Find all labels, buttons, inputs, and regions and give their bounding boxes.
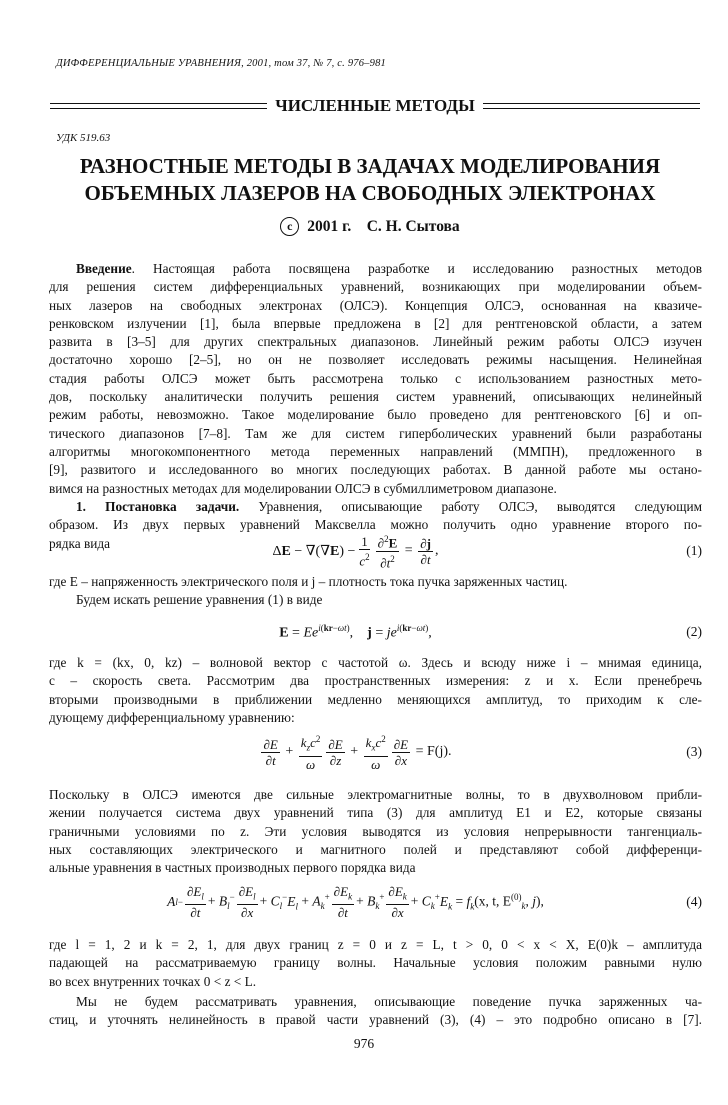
- after-eq3-line: граничными условиями по z. Эти условия выводятся из условия непрерывности тангенциаль-: [49, 823, 702, 839]
- intro-line: режим работы, невозможно. Такое моделирование было проведено для рентгеновского [6] и оп-: [49, 407, 702, 423]
- equation-3-number: (3): [686, 744, 702, 759]
- equation-3-rhs: = F(j).: [415, 744, 452, 759]
- intro-line: тического диапазонов [7–8]. Там же для систем гиперболических уравнений были разработаны: [49, 425, 702, 441]
- equation-2-number: (2): [686, 624, 702, 639]
- udc-code: УДК 519.63: [56, 132, 111, 144]
- section1-line: образом. Из двух первых уравнений Максвелла можно получить одно уравнение второго по-: [49, 517, 702, 533]
- section-rule-right: [483, 103, 700, 109]
- intro-line: Введение. Настоящая работа посвящена разработке и исследованию разностных методов: [76, 261, 702, 276]
- after-eq4-paragraph: [49, 936, 702, 991]
- after-eq2-line: c – скорость света. Рассмотрим два пространственных измерения: z и x. Если пренебречь: [49, 673, 702, 689]
- intro-line: вимся на разностных методах для моделировании ОЛСЭ в субмиллиметровом диапазоне.: [49, 480, 557, 496]
- byline: [40, 217, 700, 236]
- section1-line: рядка вида: [49, 535, 111, 551]
- intro-line: достаточно хорошо [2–5], но он не позволяет исследовать режимы насыщения. Нелинейная: [49, 352, 702, 368]
- after-eq2-paragraph: [49, 654, 702, 727]
- after-eq3-line: Поскольку в ОЛСЭ имеются две сильные электромагнитные волны, то в двухволновом прибли-: [49, 787, 702, 802]
- after-eq2-line: где k = (kx, 0, kz) – волновой вектор с частотой ω. Здесь и всюду ниже i – мнимая единица,: [49, 655, 702, 670]
- intro-line: [9], развитого и исследованного во многих последующих работах. В данной работе мы остано-: [49, 462, 702, 478]
- equation-4-body: A l − $\frac{\partial E_l}{\partial t}$ + $B_l^-$ $\frac{\partial E_l}{\partial x}$ + $C_l^-E_l + A_k^+$ $\frac{\partial E_k}{\partial t}$ + $B_k^+$ $\frac{\partial E_k}{\partial x}$ + $C_k^+E_k = f_k(x$, t, $E^{(0)}_k$, j),: [167, 883, 544, 921]
- after-eq3-line: жении получается система двух уравнений типа (3) для амплитуд E1 и E2, которые связаны: [49, 805, 702, 821]
- closing-line: Мы не будем рассматривать уравнения, описывающие поведение пучка заряженных ча-: [76, 994, 702, 1009]
- section-heading-row: [50, 95, 700, 117]
- equation-4: [49, 882, 702, 922]
- section-rule-left: [50, 103, 267, 109]
- after-eq2-line: дующему дифференциальному уравнению:: [49, 709, 295, 725]
- intro-line: развита в [3–5] для других спектральных диапазонов. Линейный режим работы ОЛСЭ изучен: [49, 334, 702, 350]
- intro-line: ренковском излучении [1], была впервые предложена в [2] для рентгеновской области, а затем: [49, 315, 702, 331]
- after-eq3-line: альные уравнения в частных производных первого порядка вида: [49, 860, 416, 876]
- after-eq4-line: падающей на рассматриваемую границу волны. Начальные условия положим равными нулю: [49, 955, 702, 971]
- intro-heading: Введение: [76, 261, 132, 276]
- after-eq2-line: вторыми производными в приближении медленно меняющихся амплитуд, то приходим к сле-: [49, 691, 702, 707]
- paper-title-line-1: РАЗНОСТНЫЕ МЕТОДЫ В ЗАДАЧАХ МОДЕЛИРОВАНИЯ: [79, 154, 661, 178]
- intro-line: стадия работы ОЛСЭ может быть рассмотрена только с использованием разностных мето-: [49, 370, 702, 386]
- section-title: ЧИСЛЕННЫЕ МЕТОДЫ: [275, 96, 475, 115]
- equation-4-number: (4): [686, 894, 702, 909]
- running-header: ДИФФЕРЕНЦИАЛЬНЫЕ УРАВНЕНИЯ, 2001, том 37, № 7, с. 976–981: [56, 58, 386, 69]
- after-eq1-line: Будем искать решение уравнения (1) в виде: [76, 592, 323, 608]
- equation-1-body: ΔE − ∇(∇E) − $\frac{1}{c^2}$ $\frac{\partial^2E}{\partial t^2}$ = $\frac{\partial j}{\partial t}$ ,: [272, 533, 439, 570]
- paper-title-line-2: ОБЪЕМНЫХ ЛАЗЕРОВ НА СВОБОДНЫХ ЭЛЕКТРОНАХ: [84, 181, 656, 205]
- section1-line: 1. Постановка задачи. Уравнения, описывающие работу ОЛСЭ, выводятся следующим: [76, 499, 702, 514]
- page-number: 976: [353, 1036, 375, 1051]
- closing-line: стиц, и уточнять нелинейность в правой части уравнений (3), (4) – это подробно описано в [7].: [49, 1012, 702, 1028]
- after-eq3-paragraph: [49, 786, 702, 877]
- equation-2-body: $E = Ee^{i(kr-\omega t)}$, $j = je^{i(kr-\omega t)}$,: [279, 622, 432, 641]
- after-eq3-line: ных составляющих электрического и магнитного полей и представляют собой дифференци-: [49, 841, 702, 857]
- after-eq4-line: во всех внутренних точках 0 < z < L.: [49, 973, 257, 989]
- year: 2001 г.: [307, 218, 352, 235]
- intro-paragraph: [49, 260, 702, 498]
- author: С. Н. Сытова: [366, 218, 460, 235]
- closing-paragraph: [49, 993, 702, 1030]
- equation-1: [49, 531, 702, 571]
- after-eq1-line: где E – напряженность электрического поля и j – плотность тока пучка заряженных частиц.: [49, 574, 568, 589]
- after-eq1-paragraph: [49, 573, 702, 610]
- after-eq4-line: где l = 1, 2 и k = 2, 1, для двух границ z = 0 и z = L, t > 0, 0 < x < X, E(0)k – амплитуда: [49, 937, 702, 952]
- intro-line: ных лазеров на свободных электронах (ОЛСЭ). Концепция ОЛСЭ, основанная на квазиче-: [49, 297, 702, 313]
- section1-heading: 1. Постановка задачи.: [76, 499, 240, 514]
- copyright-icon: c: [280, 217, 299, 236]
- equation-3-body: $\frac{\partial E}{\partial t}$ + $\frac{k_zc^2}{\omega}$ $\frac{\partial E}{\partial z}$ + $\frac{k_xc^2}{\omega}$ $\frac{\partial E}{\partial x}$ = F(j).: [263, 734, 452, 772]
- paper-title: [40, 153, 700, 207]
- intro-line: для решения систем дифференциальных уравнений, возникающих при моделировании объем-: [49, 279, 702, 295]
- equation-2: [49, 612, 702, 652]
- equation-3: [49, 732, 702, 772]
- equation-1-number: (1): [686, 543, 702, 558]
- intro-line: дов, поскольку аналитически получить решения систем уравнений, описывающих нелинейный: [49, 389, 702, 405]
- intro-line: алгоритмы многокомпонентного метода переменных направлений (ММПН), предложенного в: [49, 443, 702, 459]
